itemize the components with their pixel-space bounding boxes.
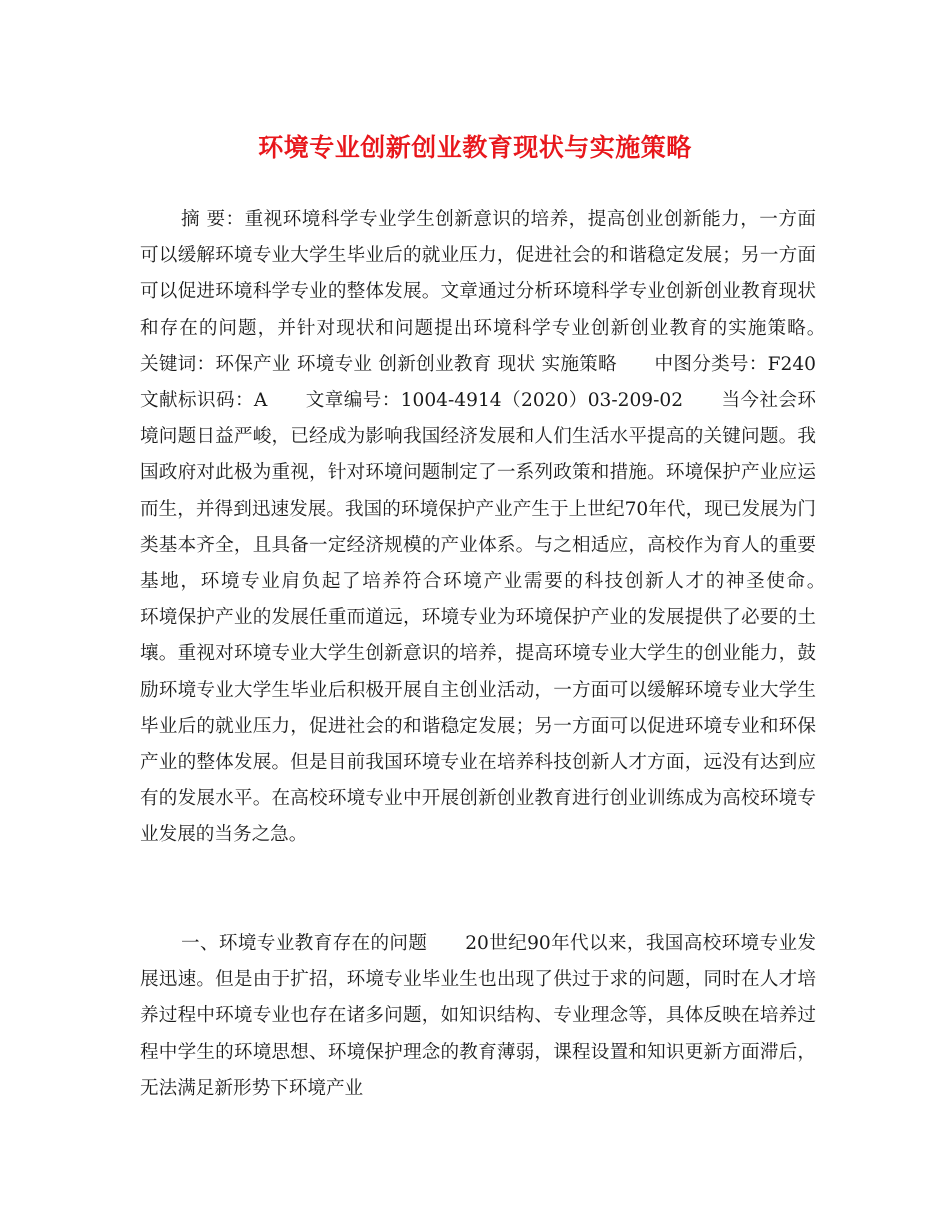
body-paragraph: 一、环境专业教育存在的问题 20世纪90年代以来，我国高校环境专业发展迅速。但是由于扩招，环境专业毕业生也出现了供过于求的问题，同时在人才培养过程中环境专业也存在诸多问题，如知识结构、专业理念等，具体反映在培养过程中学生的环境思想、环境保护理念的教育薄弱，课程设置和知识更新方面滞后，无法满足新形势下环境产业: [140, 933, 816, 1099]
body-paragraph: 摘 要：重视环境科学专业学生创新意识的培养，提高创业创新能力，一方面可以缓解环境专业大学生毕业后的就业压力，促进社会的和谐稳定发展；另一方面可以促进环境科学专业的整体发展。文章通过分析环境科学专业创新创业教育现状和存在的问题，并针对现状和问题提出环境科学专业创新创业教育的实施策略。 关键词：环保产业 环境专业 创新创业教育 现状 实施策略 中图分类号：F240 文献标识码：A 文章编号：1004-4914（2020）03-209-02 当今社会环境问题日益严峻，已经成为影响我国经济发展和人们生活水平提高的关键问题。我国政府对此极为重视，针对环境问题制定了一系列政策和措施。环境保护产业应运而生，并得到迅速发展。我国的环境保护产业产生于上世纪70年代，现已发展为门类基本齐全，且具备一定经济规模的产业体系。与之相适应，高校作为育人的重要基地，环境专业肩负起了培养符合环境产业需要的科技创新人才的神圣使命。 环境保护产业的发展任重而道远，环境专业为环境保护产业的发展提供了必要的土壤。重视对环境专业大学生创新意识的培养，提高环境专业大学生的创业能力，鼓励环境专业大学生毕业后积极开展自主创业活动，一方面可以缓解环境专业大学生毕业后的就业压力，促进社会的和谐稳定发展；另一方面可以促进环境专业和环保产业的整体发展。但是目前我国环境专业在培养科技创新人才方面，远没有达到应有的发展水平。在高校环境专业中开展创新创业教育进行创业训练成为高校环境专业发展的当务之急。: [140, 209, 854, 846]
document-title: 环境专业创新创业教育现状与实施策略: [258, 133, 692, 162]
